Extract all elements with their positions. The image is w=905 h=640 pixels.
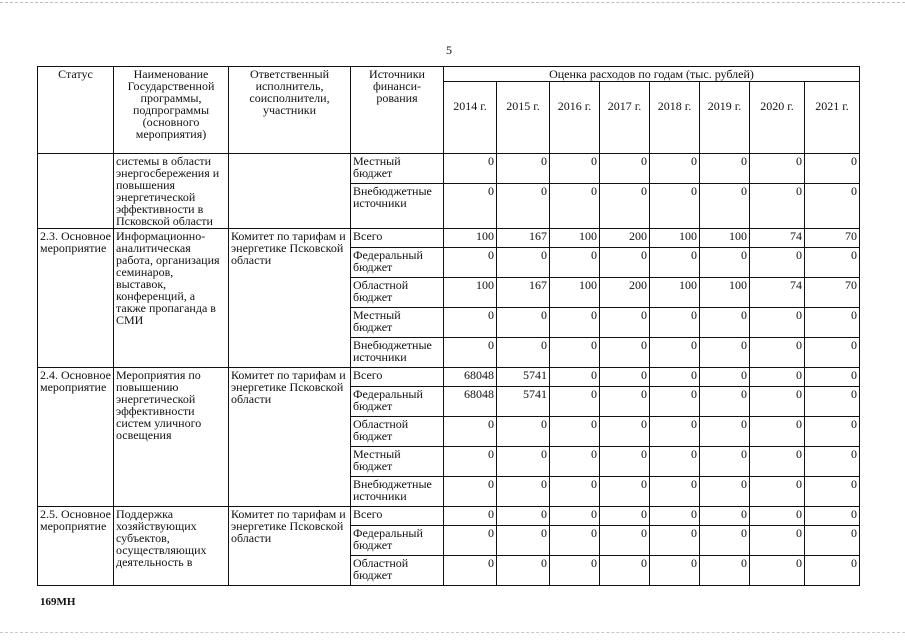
cell-status: 2.4. Основное мероприятие xyxy=(38,368,114,507)
cell-value: 0 xyxy=(650,308,700,338)
cell-source: Всего xyxy=(351,229,444,248)
cell-value: 0 xyxy=(550,308,600,338)
cell-executor: Комитет по тарифам и энергетике Псковской области xyxy=(229,507,351,586)
cell-value: 0 xyxy=(750,387,805,417)
cell-value: 0 xyxy=(497,477,550,507)
cell-value: 0 xyxy=(650,507,700,526)
cell-value: 0 xyxy=(700,447,750,477)
cell-value: 70 xyxy=(805,278,860,308)
cell-value: 0 xyxy=(444,338,497,368)
cell-value: 0 xyxy=(600,526,650,556)
cell-value: 0 xyxy=(750,338,805,368)
header-executor: Ответственный исполнитель, соисполнители, участники xyxy=(229,67,351,154)
cell-value: 0 xyxy=(444,184,497,229)
cell-value: 0 xyxy=(700,338,750,368)
cell-source: Федеральный бюджет xyxy=(351,248,444,278)
header-costs-title: Оценка расходов по годам (тыс. рублей) xyxy=(444,67,860,82)
cell-name: Мероприятия по повышению энергетической эффективности систем уличного освещения xyxy=(114,368,229,507)
cell-value: 0 xyxy=(650,368,700,387)
cell-source: Местный бюджет xyxy=(351,447,444,477)
cell-value: 0 xyxy=(700,477,750,507)
table-body xyxy=(38,154,860,586)
cell-value: 0 xyxy=(444,507,497,526)
cell-value: 0 xyxy=(550,154,600,184)
header-status: Статус xyxy=(38,67,114,154)
cell-value: 0 xyxy=(805,308,860,338)
cell-value: 100 xyxy=(700,229,750,248)
cell-name: Информационно-аналитическая работа, организация семинаров, выставок, конференций, а также пропаганда в СМИ xyxy=(114,229,229,368)
cell-value: 0 xyxy=(650,477,700,507)
cell-value: 0 xyxy=(805,387,860,417)
scan-edge-bottom xyxy=(0,632,905,634)
cell-value: 100 xyxy=(650,278,700,308)
cell-value: 0 xyxy=(700,184,750,229)
cell-value: 0 xyxy=(497,248,550,278)
footer-code: 169МН xyxy=(40,596,76,608)
cell-value: 167 xyxy=(497,229,550,248)
cell-value: 74 xyxy=(750,229,805,248)
cell-value: 0 xyxy=(444,526,497,556)
cell-value: 100 xyxy=(550,229,600,248)
cell-value: 0 xyxy=(750,184,805,229)
cell-value: 0 xyxy=(497,308,550,338)
cell-value: 0 xyxy=(805,248,860,278)
cell-value: 0 xyxy=(600,308,650,338)
cell-source: Всего xyxy=(351,507,444,526)
cell-value: 0 xyxy=(805,556,860,586)
cell-value: 0 xyxy=(700,507,750,526)
header-year: 2018 г. xyxy=(650,82,700,154)
cell-value: 0 xyxy=(444,308,497,338)
cell-value: 200 xyxy=(600,278,650,308)
cell-value: 0 xyxy=(805,154,860,184)
cell-value: 0 xyxy=(550,368,600,387)
cell-status xyxy=(38,154,114,229)
cell-value: 68048 xyxy=(444,387,497,417)
cell-value: 0 xyxy=(700,387,750,417)
cell-value: 0 xyxy=(497,526,550,556)
cell-source: Местный бюджет xyxy=(351,154,444,184)
cell-value: 70 xyxy=(805,229,860,248)
cell-source: Всего xyxy=(351,368,444,387)
cell-value: 0 xyxy=(550,526,600,556)
cell-status: 2.3. Основное мероприятие xyxy=(38,229,114,368)
cell-value: 0 xyxy=(444,248,497,278)
table-row xyxy=(38,368,860,387)
cell-value: 0 xyxy=(444,556,497,586)
cell-value: 0 xyxy=(700,248,750,278)
cell-value: 0 xyxy=(550,184,600,229)
cell-value: 68048 xyxy=(444,368,497,387)
cell-value: 5741 xyxy=(497,368,550,387)
cell-source: Внебюджетные источники xyxy=(351,184,444,229)
cell-value: 0 xyxy=(750,526,805,556)
cell-value: 0 xyxy=(600,184,650,229)
cell-executor: Комитет по тарифам и энергетике Псковской области xyxy=(229,229,351,368)
cell-value: 0 xyxy=(650,526,700,556)
cell-value: 0 xyxy=(650,338,700,368)
cell-value: 0 xyxy=(550,556,600,586)
cell-value: 0 xyxy=(650,417,700,447)
cell-value: 0 xyxy=(600,338,650,368)
cell-value: 0 xyxy=(650,556,700,586)
cell-value: 0 xyxy=(600,368,650,387)
cell-executor xyxy=(229,154,351,229)
cell-value: 0 xyxy=(750,556,805,586)
table-header xyxy=(38,67,860,154)
header-year: 2021 г. xyxy=(805,82,860,154)
cell-source: Федеральный бюджет xyxy=(351,526,444,556)
cell-value: 0 xyxy=(550,447,600,477)
header-year: 2015 г. xyxy=(497,82,550,154)
page-number: 5 xyxy=(446,43,452,57)
cell-value: 100 xyxy=(650,229,700,248)
cell-value: 0 xyxy=(600,477,650,507)
cell-value: 0 xyxy=(805,338,860,368)
cell-value: 0 xyxy=(600,417,650,447)
cell-value: 0 xyxy=(805,417,860,447)
cell-source: Внебюджетные источники xyxy=(351,477,444,507)
cell-value: 0 xyxy=(444,477,497,507)
cell-name: Поддержка хозяйствующих субъектов, осуществляющих деятельность в xyxy=(114,507,229,586)
cell-value: 0 xyxy=(700,368,750,387)
header-sources: Источники финанси-рования xyxy=(351,67,444,154)
cell-value: 0 xyxy=(750,417,805,447)
cell-value: 0 xyxy=(550,387,600,417)
cell-value: 0 xyxy=(700,154,750,184)
cell-name: системы в области энергосбережения и повышения энергетической эффективности в Псковской области xyxy=(114,154,229,229)
cell-value: 0 xyxy=(650,184,700,229)
cell-value: 0 xyxy=(550,417,600,447)
cell-source: Областной бюджет xyxy=(351,278,444,308)
header-year: 2014 г. xyxy=(444,82,497,154)
cell-value: 100 xyxy=(550,278,600,308)
cell-value: 0 xyxy=(750,507,805,526)
cell-value: 0 xyxy=(497,184,550,229)
cell-source: Внебюджетные источники xyxy=(351,338,444,368)
header-year: 2020 г. xyxy=(750,82,805,154)
cell-value: 0 xyxy=(805,507,860,526)
cell-value: 0 xyxy=(600,447,650,477)
cell-value: 0 xyxy=(805,184,860,229)
cell-value: 0 xyxy=(444,417,497,447)
cell-value: 0 xyxy=(600,556,650,586)
cell-value: 0 xyxy=(750,368,805,387)
cell-value: 200 xyxy=(600,229,650,248)
cell-value: 0 xyxy=(650,387,700,417)
cell-value: 0 xyxy=(600,154,650,184)
cell-value: 74 xyxy=(750,278,805,308)
cell-value: 0 xyxy=(700,526,750,556)
cell-executor: Комитет по тарифам и энергетике Псковской области xyxy=(229,368,351,507)
cell-value: 0 xyxy=(805,477,860,507)
cell-value: 0 xyxy=(497,417,550,447)
cell-value: 167 xyxy=(497,278,550,308)
cell-value: 0 xyxy=(805,368,860,387)
cell-value: 0 xyxy=(805,526,860,556)
cell-source: Федеральный бюджет xyxy=(351,387,444,417)
header-name: Наименование Государственной программы, подпрограммы (основного мероприятия) xyxy=(114,67,229,154)
cell-value: 0 xyxy=(750,308,805,338)
cell-value: 0 xyxy=(497,507,550,526)
cell-value: 0 xyxy=(550,338,600,368)
cell-value: 0 xyxy=(497,154,550,184)
cell-value: 0 xyxy=(600,507,650,526)
cell-value: 0 xyxy=(444,154,497,184)
cell-value: 0 xyxy=(444,447,497,477)
table-row xyxy=(38,507,860,526)
cell-value: 0 xyxy=(750,447,805,477)
cell-value: 0 xyxy=(700,417,750,447)
cell-value: 0 xyxy=(497,338,550,368)
cell-value: 5741 xyxy=(497,387,550,417)
header-year: 2019 г. xyxy=(700,82,750,154)
cell-value: 0 xyxy=(600,387,650,417)
cell-value: 0 xyxy=(750,477,805,507)
cell-value: 0 xyxy=(805,447,860,477)
cell-status: 2.5. Основное мероприятие xyxy=(38,507,114,586)
cell-source: Областной бюджет xyxy=(351,556,444,586)
header-year: 2016 г. xyxy=(550,82,600,154)
cell-value: 0 xyxy=(700,556,750,586)
cell-value: 0 xyxy=(750,154,805,184)
cell-value: 0 xyxy=(550,248,600,278)
cell-value: 0 xyxy=(700,308,750,338)
cell-value: 0 xyxy=(550,477,600,507)
cell-value: 0 xyxy=(550,507,600,526)
table-row xyxy=(38,154,860,184)
cell-value: 100 xyxy=(700,278,750,308)
cell-value: 0 xyxy=(497,447,550,477)
scan-edge-top xyxy=(0,2,905,4)
cell-source: Местный бюджет xyxy=(351,308,444,338)
table-row xyxy=(38,229,860,248)
cell-value: 100 xyxy=(444,278,497,308)
cell-value: 0 xyxy=(750,248,805,278)
cell-value: 0 xyxy=(600,248,650,278)
cell-value: 0 xyxy=(650,154,700,184)
cell-source: Областной бюджет xyxy=(351,417,444,447)
header-year: 2017 г. xyxy=(600,82,650,154)
budget-table xyxy=(37,66,860,586)
cell-value: 0 xyxy=(650,447,700,477)
cell-value: 100 xyxy=(444,229,497,248)
cell-value: 0 xyxy=(650,248,700,278)
cell-value: 0 xyxy=(497,556,550,586)
